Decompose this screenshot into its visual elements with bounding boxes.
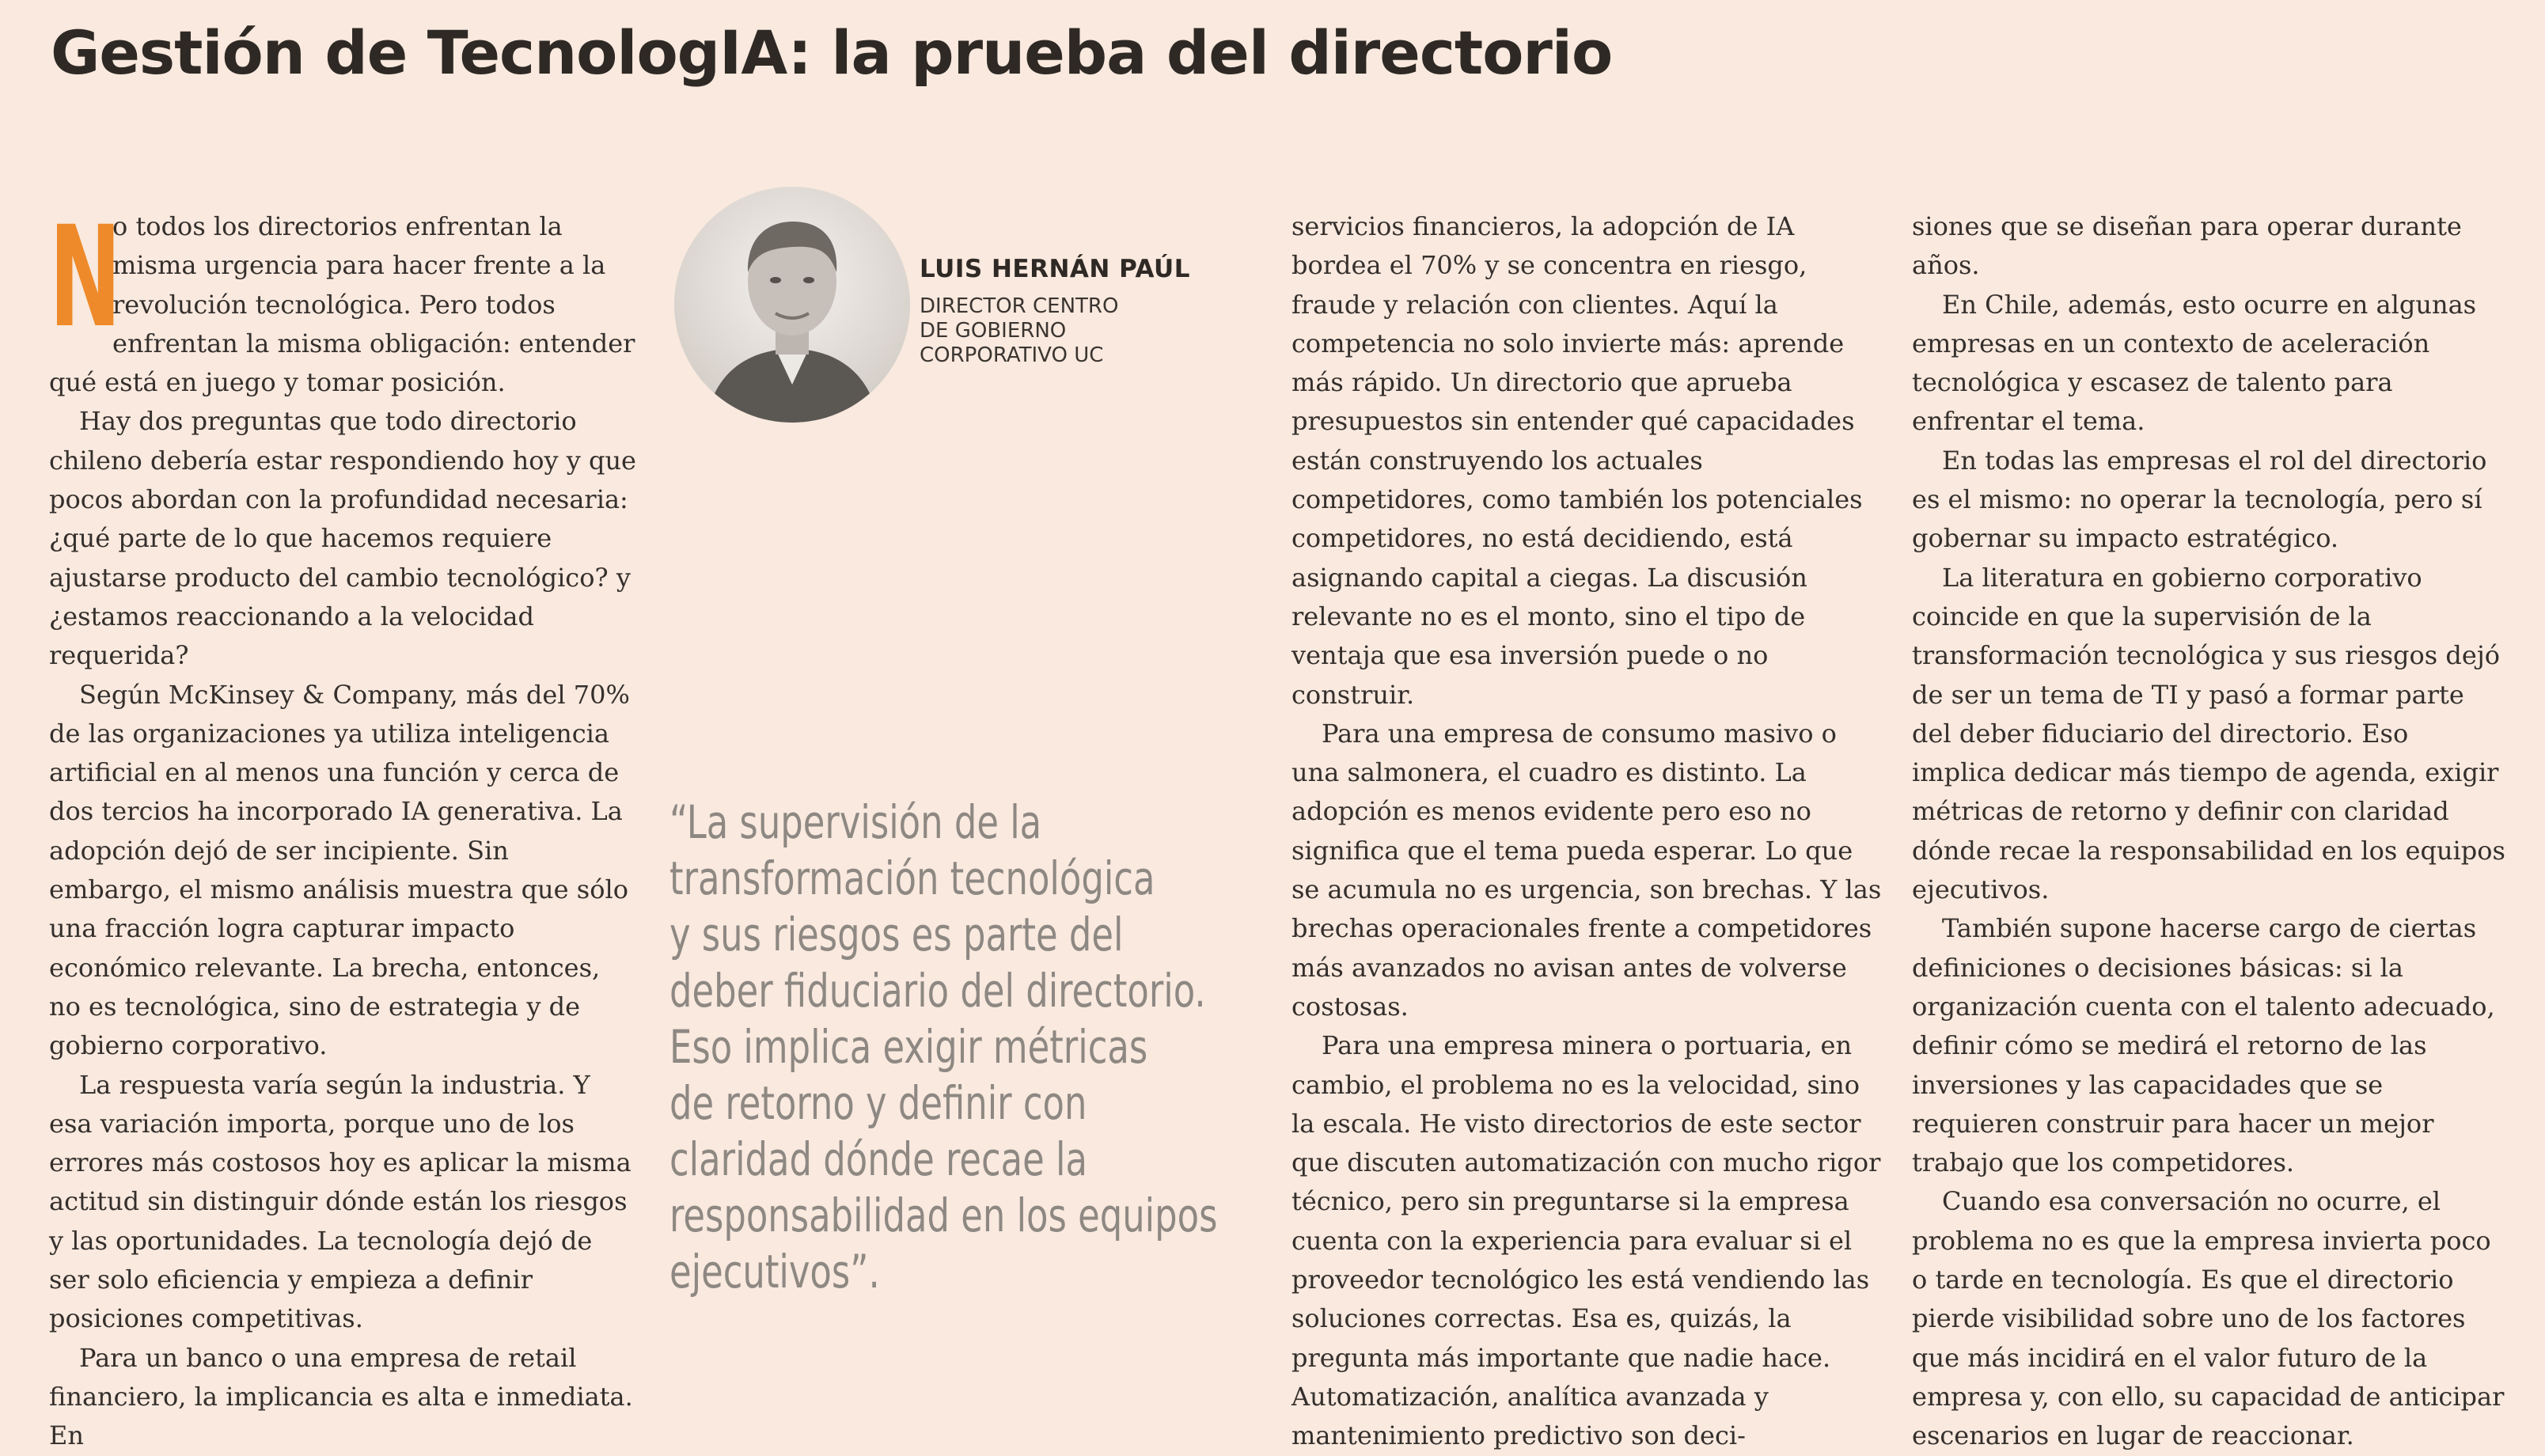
pull-quote-line: deber fiduciario del directorio.: [669, 964, 1206, 1018]
paragraph: [49, 196, 639, 402]
pull-quote-line: claridad dónde recae la: [669, 1132, 1088, 1186]
paragraph: La literatura en gobierno corporativo coincide en que la supervisión de la transformación tecnológica y sus riesgos dejó de ser un tema de TI y pasó a formar parte del deber fiduciario del directorio. Eso implica dedicar más tiempo de agenda, exigir métricas de retorno y definir con claridad dónde recae la responsabilidad en los equipos ejecutivos.: [1912, 562, 2505, 905]
paragraph: La respuesta varía según la industria. Y esa variación importa, porque uno de los errores más costosos hoy es aplicar la misma actitud sin distinguir dónde están los riesgos y las oportunidades. La tecnología dejó de ser solo eficiencia y empieza a definir posiciones competitivas.: [49, 1069, 632, 1334]
paragraph-text: o todos los directorios enfrentan la misma urgencia para hacer frente a la revolución tecnológica. Pero todos enfrentan la misma obligación: entender qué está en juego y tomar posición.: [49, 211, 635, 398]
author-role-line: DE GOBIERNO: [920, 319, 1067, 343]
paragraph: servicios financieros, la adopción de IA bordea el 70% y se concentra en riesgo, fraude y relación con clientes. Aquí la competencia no solo invierte más: aprende más rápido. Un directorio que aprueba presupuestos sin entender qué capacidades están construyendo los actuales competidores, como también los potenciales competidores, no está decidiendo, está asignando capital a ciegas. La discusión relevante no es el monto, sino el tipo de ventaja que esa inversión puede o no construir.: [1291, 211, 1863, 710]
author-photo-icon: [674, 187, 910, 423]
paragraph: Para una empresa de consumo masivo o una salmonera, el cuadro es distinto. La adopción es menos evidente pero eso no significa que el tema pueda esperar. Lo que se acumula no es urgencia, son brechas. Y las brechas operacionales frente a competidores más avanzados no avisan antes de volverse costosas.: [1291, 718, 1882, 1022]
pull-quote-line: “La supervisión de la: [669, 795, 1042, 849]
pull-quote-line: responsabilidad en los equipos: [669, 1189, 1218, 1242]
author-name: LUIS HERNÁN PAÚL: [920, 255, 1190, 283]
pull-quote-line: transformación tecnológica: [669, 851, 1155, 905]
paragraph: siones que se diseñan para operar durante años.: [1912, 211, 2462, 281]
article-column-1: [49, 196, 639, 1456]
paragraph: Para una empresa minera o portuaria, en cambio, el problema no es la velocidad, sino la escala. He visto directorios de este sector que discuten automatización con mucho rigor técnico, pero sin preguntarse si la empresa cuenta con la experiencia para evaluar si el proveedor tecnológico les está vendiendo las soluciones correctas. Esa es, quizás, la pregunta más importante que nadie hace. Automatización, analítica avanzada y mantenimiento predictivo son deci-: [1291, 1030, 1881, 1451]
author-role-line: DIRECTOR CENTRO: [920, 294, 1119, 318]
author-role-line: CORPORATIVO UC: [920, 343, 1104, 367]
paragraph: Según McKinsey & Company, más del 70% de las organizaciones ya utiliza inteligencia artificial en al menos una función y cerca de dos tercios ha incorporado IA generativa. La adopción dejó de ser incipiente. Sin embargo, el mismo análisis muestra que sólo una fracción logra capturar impacto económico relevante. La brecha, entonces, no es tecnológica, sino de estrategia y de gobierno corporativo.: [49, 679, 630, 1061]
paragraph: En Chile, además, esto ocurre en algunas empresas en un contexto de aceleración tecnológica y escasez de talento para enfrentar el tema.: [1912, 289, 2477, 437]
headline: Gestión de TecnologIA: la prueba del directorio: [51, 17, 1613, 88]
paragraph: Hay dos preguntas que todo directorio chileno debería estar respondiendo hoy y que pocos abordan con la profundidad necesaria: ¿qué parte de lo que hacemos requiere ajustarse producto del cambio tecnológico? y ¿estamos reaccionando a la velocidad requerida?: [49, 406, 636, 671]
drop-cap: N: [49, 196, 122, 358]
pull-quote-line: ejecutivos”.: [669, 1245, 880, 1299]
pull-quote: [669, 794, 1218, 1300]
article-column-2: [1291, 207, 1885, 1456]
author-role: [920, 294, 1157, 368]
pull-quote-line: de retorno y definir con: [669, 1076, 1087, 1130]
article-column-3: [1912, 207, 2505, 1456]
paragraph: También supone hacerse cargo de ciertas definiciones o decisiones básicas: si la organización cuenta con el talento adecuado, definir cómo se medirá el retorno de las inversiones y las capacidades que se requieren construir para hacer un mejor trabajo que los competidores.: [1912, 913, 2495, 1178]
pull-quote-line: Eso implica exigir métricas: [669, 1020, 1148, 1074]
pull-quote-line: y sus riesgos es parte del: [669, 908, 1124, 961]
paragraph: En todas las empresas el rol del directorio es el mismo: no operar la tecnología, pero sí gobernar su impacto estratégico.: [1912, 445, 2487, 554]
paragraph: Cuando esa conversación no ocurre, el problema no es que la empresa invierta poco o tarde en tecnología. Es que el directorio pierde visibilidad sobre uno de los factores que más incidirá en el valor futuro de la empresa y, con ello, su capacidad de anticipar escenarios en lugar de reaccionar.: [1912, 1186, 2505, 1451]
author-portrait: [674, 187, 910, 423]
paragraph: Para un banco o una empresa de retail financiero, la implicancia es alta e inmediata. En: [49, 1342, 633, 1451]
